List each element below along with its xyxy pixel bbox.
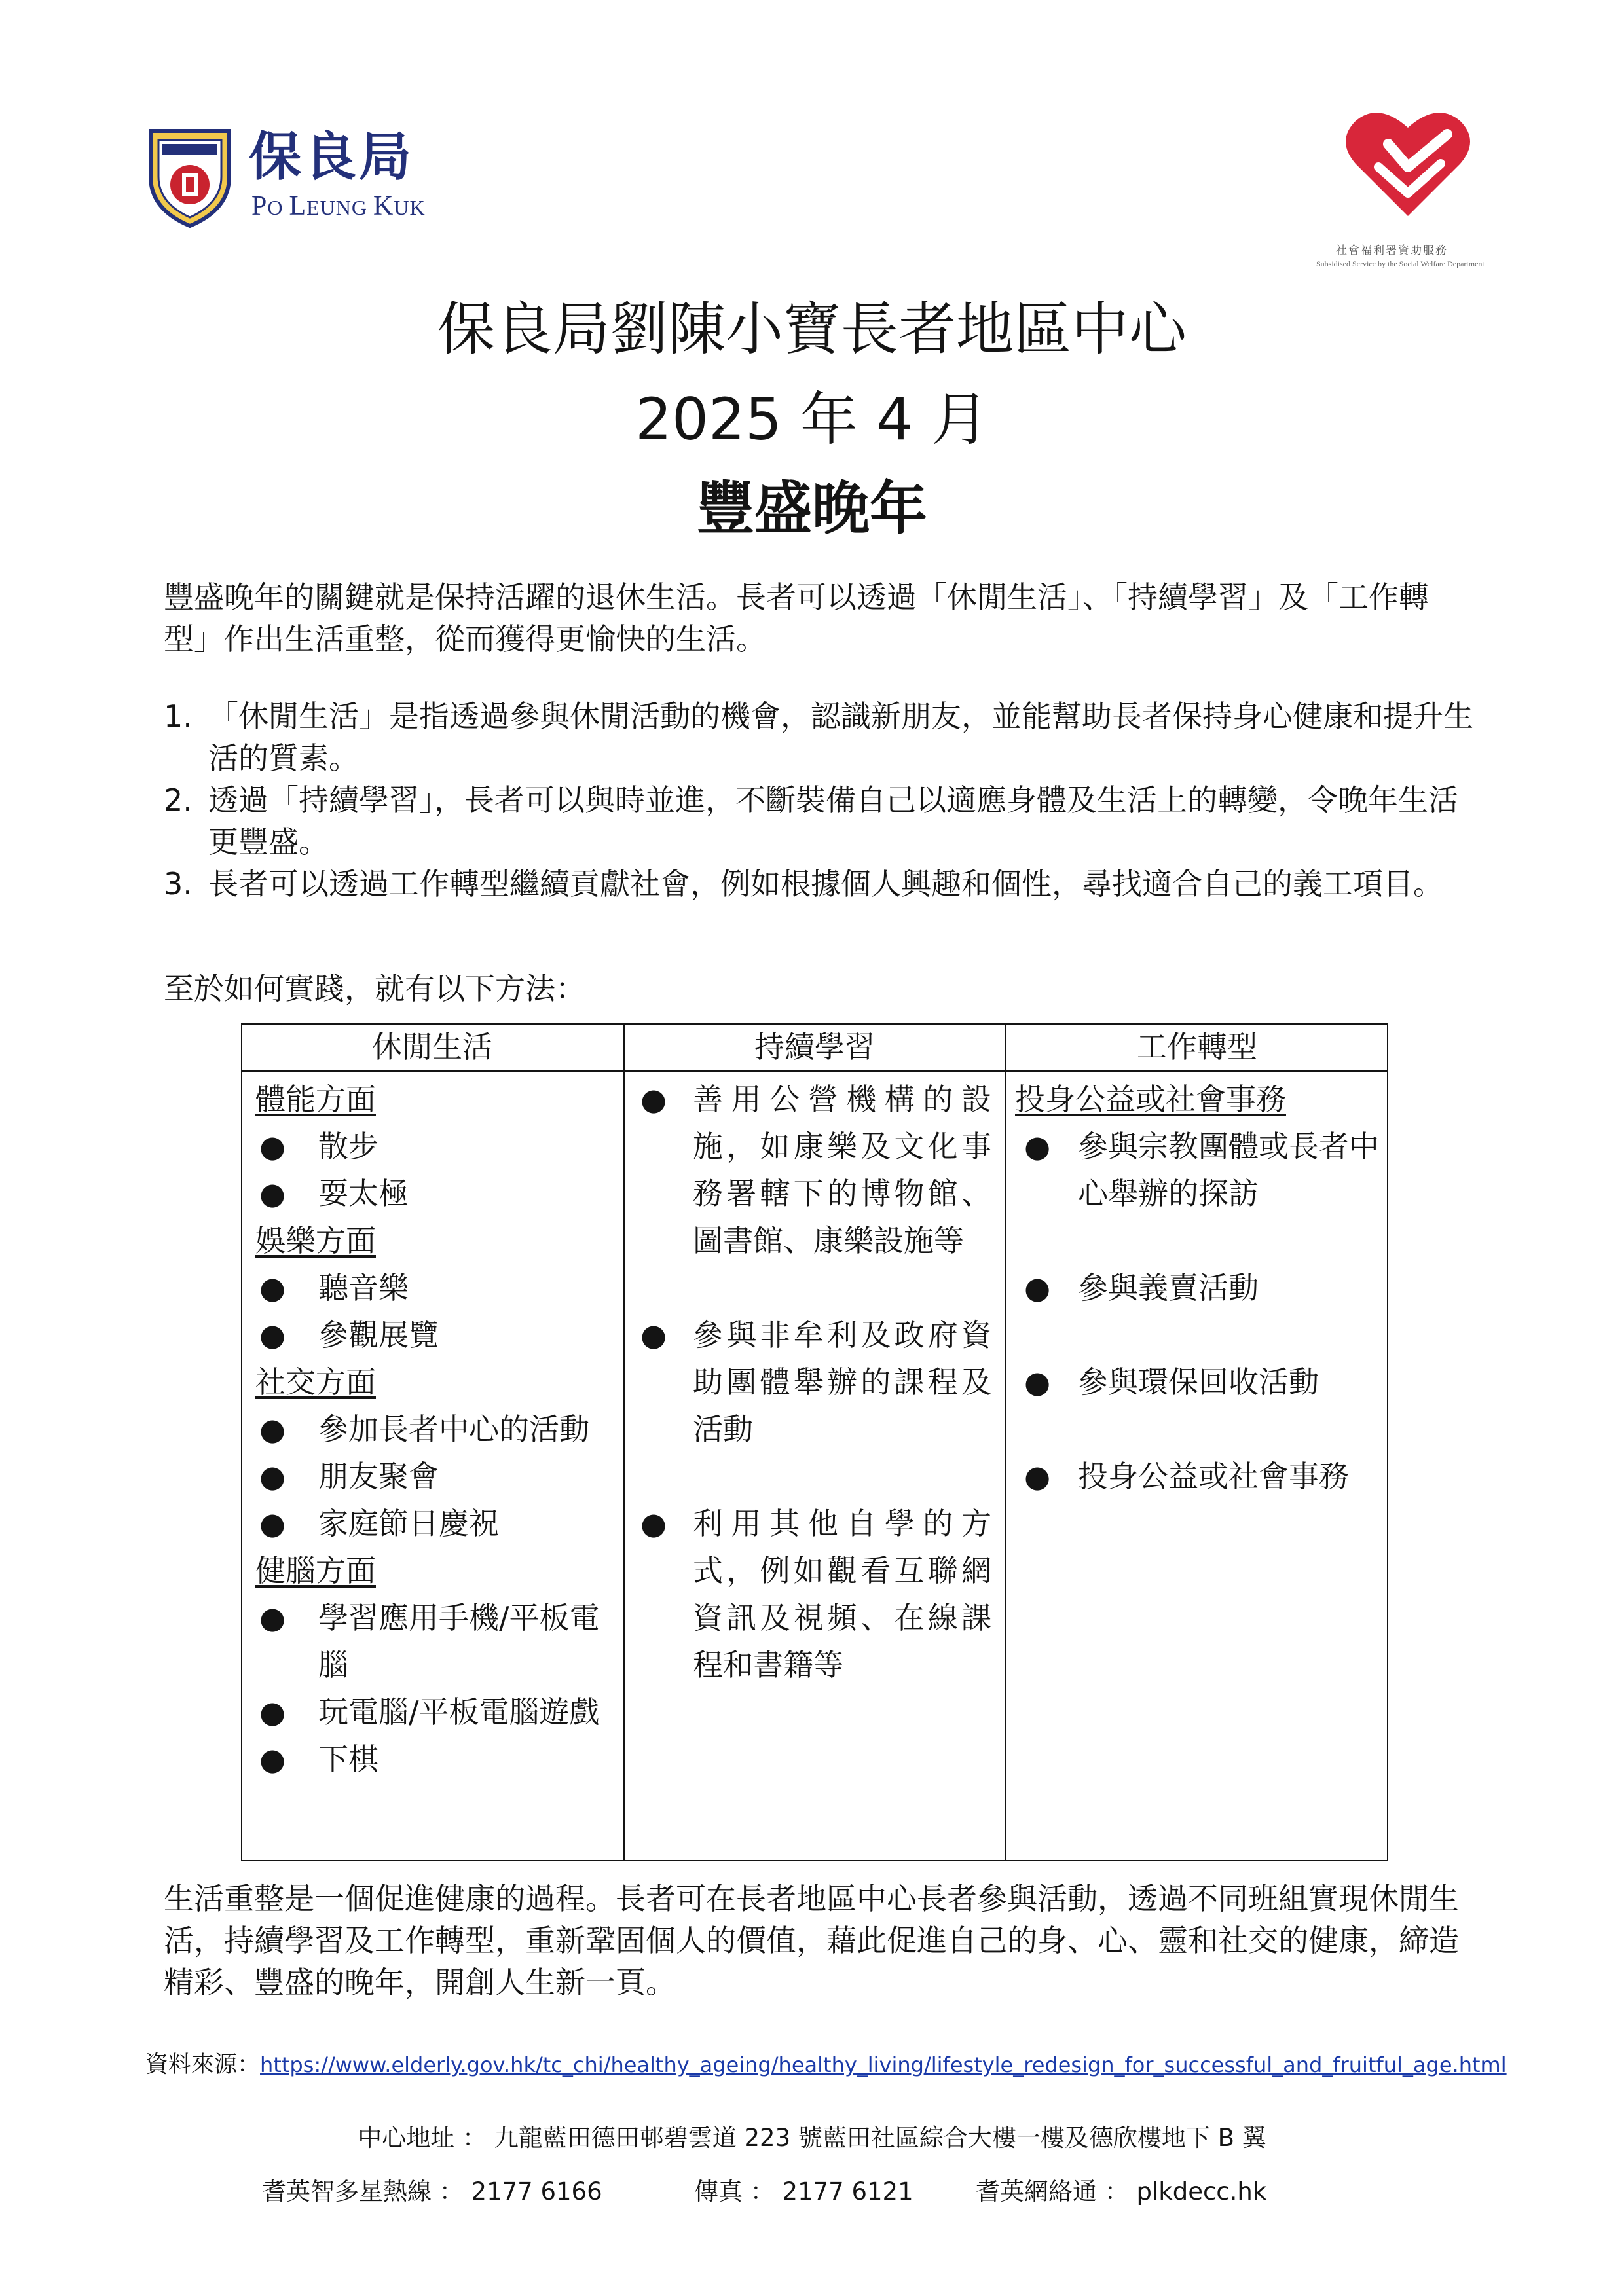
work-column <box>1015 1076 1379 1500</box>
fax-text: 傳真 ： 2177 6121 <box>694 2178 913 2206</box>
centre-address: 中心地址 ： 九龍藍田德田邨碧雲道 223 號藍田社區綜合大樓一樓及德欣樓地下 B 翼 <box>358 2124 1266 2152</box>
points-list <box>164 695 1473 905</box>
list-item: ● 參加長者中心的活動 <box>259 1412 589 1447</box>
table-column-divider <box>1005 1023 1006 1861</box>
topic-title: 豐盛晚年 <box>696 475 927 542</box>
methods-table <box>241 1023 1388 1861</box>
hotline-text: 耆英智多星熱線 ： 2177 6166 <box>262 2178 602 2206</box>
list-item: ● 玩電腦/平板電腦遊戲 <box>259 1694 600 1730</box>
table-header-learning: 持續學習 <box>754 1029 875 1065</box>
list-item: ● 參與環保回收活動 <box>1024 1364 1319 1400</box>
category-heading: 社交方面 <box>255 1364 376 1400</box>
conclusion-paragraph: 生活重整是一個促進健康的過程。長者可在長者地區中心長者參與活動，透過不同班組實現休閒生活，持續學習及工作轉型，重新鞏固個人的價值，藉此促進自己的身、心、靈和社交的健康，締造精彩、豐盛的晚年，開創人生新一頁。 <box>164 1881 1459 2000</box>
list-item: ● 善用公營機構的設施，如康樂及文化事務署轄下的博物館、圖書館、康樂設施等 <box>640 1082 991 1258</box>
centre-title: 保良局劉陳小寶長者地區中心 <box>437 295 1187 363</box>
practice-intro: 至於如何實踐，就有以下方法： <box>164 971 585 1006</box>
source-label: 資料來源： <box>145 2052 261 2078</box>
list-item: ● 聽音樂 <box>259 1270 409 1305</box>
source-link[interactable]: https://www.elderly.gov.hk/tc_chi/healthy_ageing/healthy_living/lifestyle_redesign_for_successful_and_fruitful_age.html <box>260 2052 1507 2077</box>
list-item: ● 參與義賣活動 <box>1024 1270 1259 1305</box>
swd-caption-cn: 社會福利署資助服務 <box>1336 244 1448 257</box>
table-header-divider <box>241 1070 1388 1072</box>
heart-icon <box>1342 105 1473 223</box>
list-item: ● 朋友聚會 <box>259 1459 439 1494</box>
date-title: 2025 年 4 月 <box>635 386 989 453</box>
list-item: ● 利用其他自學的方式，例如觀看互聯網資訊及視頻、在線課程和書籍等 <box>640 1506 991 1683</box>
list-item: ● 參與非牟利及政府資助團體舉辦的課程及活動 <box>640 1317 991 1447</box>
list-item: ● 下棋 <box>259 1741 378 1777</box>
org-name-cn: 保良局 <box>249 126 414 187</box>
category-heading: 體能方面 <box>255 1082 376 1117</box>
category-heading: 投身公益或社會事務 <box>1015 1082 1286 1117</box>
category-heading: 娛樂方面 <box>255 1223 376 1258</box>
list-item: 2. 透過「持續學習」，長者可以與時並進，不斷裝備自己以適應身體及生活上的轉變，令晚年生活更豐盛。 <box>164 782 1458 860</box>
list-item: 1. 「休閒生活」是指透過參與休閒活動的機會，認識新朋友，並能幫助長者保持身心健康和提升生活的質素。 <box>164 699 1473 776</box>
category-heading: 健腦方面 <box>255 1553 376 1588</box>
org-name-en: PO LEUNG KUK <box>251 191 426 221</box>
list-item: ● 參與宗教團體或長者中心舉辦的探訪 <box>1024 1129 1379 1211</box>
po-leung-kuk-crest-icon <box>144 124 236 229</box>
list-item: 3. 長者可以透過工作轉型繼續貢獻社會，例如根據個人興趣和個性，尋找適合自己的義工項目。 <box>164 866 1443 902</box>
leisure-column <box>255 1076 616 1783</box>
list-item: ● 家庭節日慶祝 <box>259 1506 499 1541</box>
table-column-divider <box>623 1023 625 1861</box>
learning-column <box>627 1076 991 1688</box>
table-header-leisure: 休閒生活 <box>372 1029 492 1065</box>
source-line <box>145 2050 1507 2079</box>
website-text: 耆英網絡通 ： plkdecc.hk <box>976 2178 1267 2206</box>
po-leung-kuk-logo <box>144 124 452 229</box>
table-header-work: 工作轉型 <box>1137 1029 1257 1065</box>
list-item: ● 散步 <box>259 1129 378 1164</box>
list-item: ● 投身公益或社會事務 <box>1024 1459 1349 1494</box>
swd-logo <box>1316 105 1532 275</box>
list-item: ● 參觀展覽 <box>259 1317 439 1353</box>
swd-caption-en: Subsidised Service by the Social Welfare Department <box>1316 259 1485 268</box>
list-item: ● 耍太極 <box>259 1176 409 1211</box>
list-item: ● 學習應用手機/平板電腦 <box>259 1600 600 1683</box>
intro-paragraph: 豐盛晚年的關鍵就是保持活躍的退休生活。長者可以透過「休閒生活」、「持續學習」及「工作轉型」作出生活重整，從而獲得更愉快的生活。 <box>164 579 1429 657</box>
